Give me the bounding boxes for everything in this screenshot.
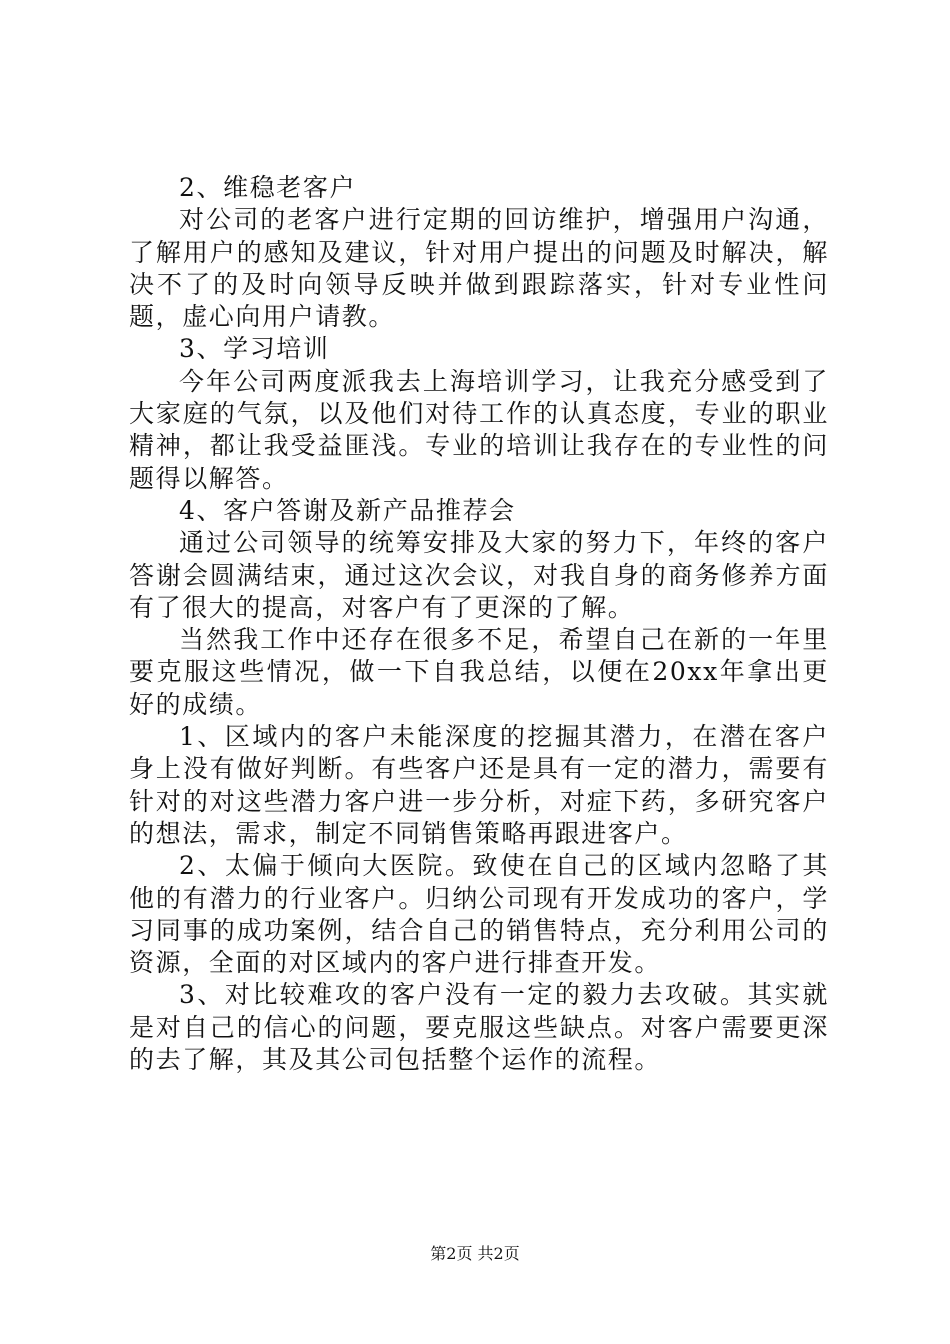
section-heading-training: 3、学习培训 (179, 334, 330, 364)
section-heading-maintain-old-clients: 2、维稳老客户 (179, 173, 357, 202)
paragraph-shortcoming-3: 3、对比较难攻的客户没有一定的毅力去攻破。其实就是对自己的信心的问题，要克服这些缺点。对客户需要更深的去了解，其及其公司包括整个运作的流程。 (129, 980, 829, 1075)
section-heading-client-appreciation: 4、客户答谢及新产品推荐会 (179, 495, 516, 525)
page-footer (0, 1244, 950, 1264)
paragraph-maintain-old-clients: 对公司的老客户进行定期的回访维护，增强用户沟通，了解用户的感知及建议，针对用户提出的问题及时解决，解决不了的及时向领导反映并做到跟踪落实，针对专业性问题，虚心向用户请教。 (129, 205, 829, 332)
paragraph-shortcomings-intro: 当然我工作中还存在很多不足，希望自己在新的一年里要克服这些情况，做一下自我总结，以便在20xx年拿出更好的成绩。 (129, 625, 829, 719)
document-body (129, 172, 829, 1076)
paragraph-client-appreciation: 通过公司领导的统筹安排及大家的努力下，年终的客户答谢会圆满结束，通过这次会议，对我自身的商务修养方面有了很大的提高，对客户有了更深的了解。 (129, 528, 829, 622)
paragraph-shortcoming-2: 2、太偏于倾向大医院。致使在自己的区域内忽略了其他的有潜力的行业客户。归纳公司现有开发成功的客户，学习同事的成功案例，结合自己的销售特点，充分利用公司的资源，全面的对区域内的客户进行排查开发。 (129, 851, 829, 978)
paragraph-shortcoming-1: 1、区域内的客户未能深度的挖掘其潜力，在潜在客户身上没有做好判断。有些客户还是具有一定的潜力，需要有针对的对这些潜力客户进一步分析，对症下药，多研究客户的想法，需求，制定不同销售策略再跟进客户。 (129, 722, 829, 848)
paragraph-training: 今年公司两度派我去上海培训学习，让我充分感受到了大家庭的气氛，以及他们对待工作的认真态度，专业的职业精神，都让我受益匪浅。专业的培训让我存在的专业性的问题得以解答。 (129, 366, 829, 493)
page-number-label: 第2页 共2页 (430, 1244, 520, 1263)
